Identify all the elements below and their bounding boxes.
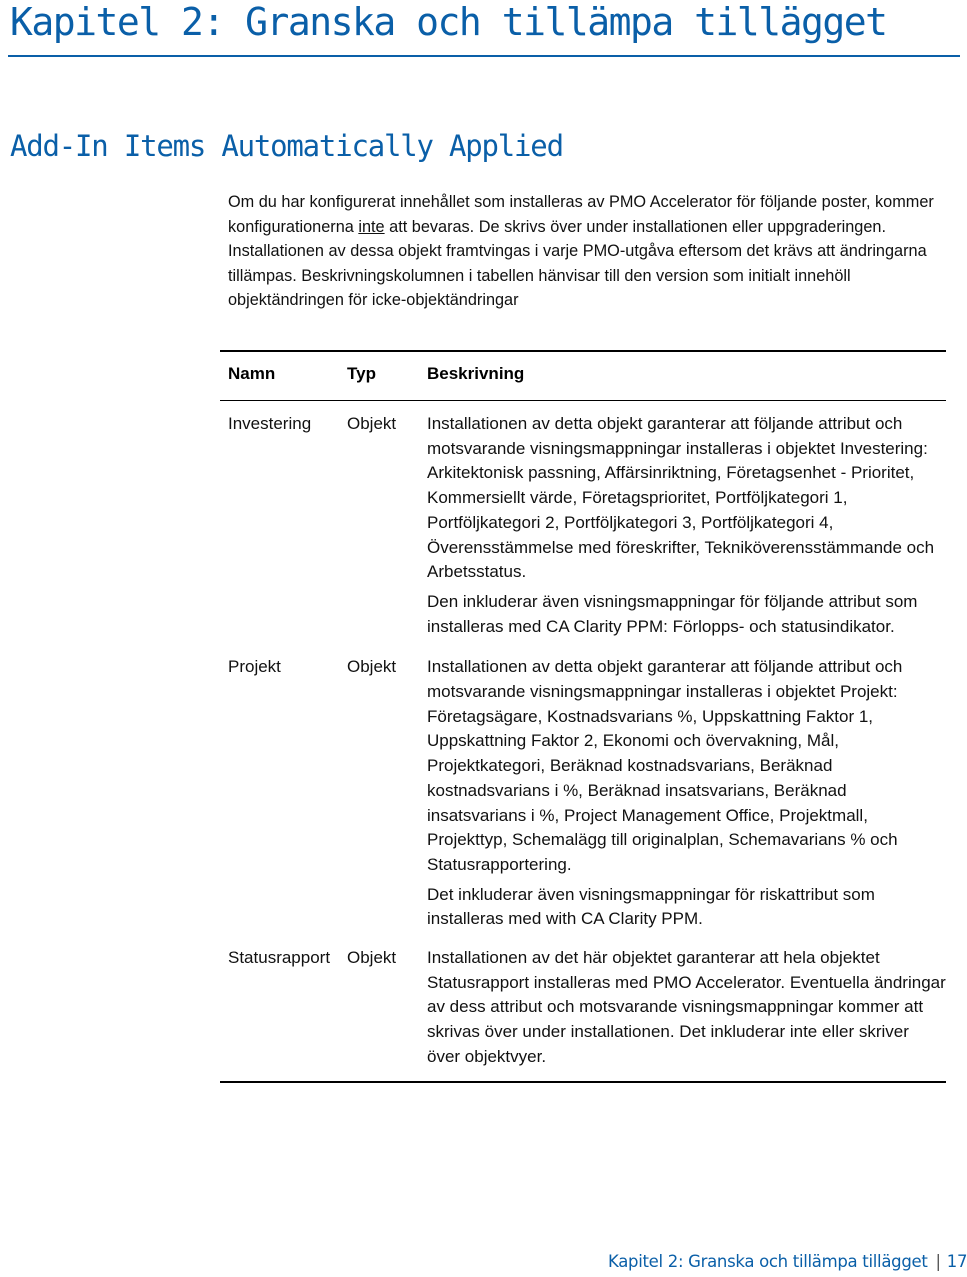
row-type: Objekt xyxy=(347,414,397,433)
intro-paragraph xyxy=(228,190,956,313)
page-footer xyxy=(608,1252,967,1271)
intro-text-1: Om du har konfigurerat innehållet som installeras av PMO Accelerator för följande poster, kommer konfigurationerna xyxy=(228,193,934,236)
add-in-items-table xyxy=(220,350,946,1083)
row-description-para: Installationen av detta objekt garanterar att följande attribut och motsvarande visningsmappningar installeras i objektet Projekt: Företagsägare, Kostnadsvarians %, Uppskattning Faktor 1, Uppskattning Faktor 2, Ekonomi och övervakning, Mål, Projektkategori, Beräknad kostnadsvarians, Beräknad kostnadsvarians i %, Beräknad insatsvarians, Beräknad insatsvarians i %, Project Management Office, Projektmall, Projekttyp, Schemalägg till originalplan, Schemavarians % och Statusrapportering. xyxy=(427,657,903,874)
footer-page-number: 17 xyxy=(946,1252,967,1271)
header-name: Namn xyxy=(228,364,276,383)
footer-chapter: Kapitel 2: Granska och tillämpa tillägget xyxy=(608,1252,928,1271)
footer-separator: | xyxy=(935,1252,941,1271)
table-header-row xyxy=(220,352,946,400)
row-description xyxy=(427,412,946,639)
row-description-para: Det inkluderar även visningsmappningar för riskattribut som installeras med with CA Clarity PPM. xyxy=(427,884,875,929)
row-type: Objekt xyxy=(347,657,397,677)
row-description-para: Den inkluderar även visningsmappningar för följande attribut som installeras med CA Clarity PPM: Förlopps- och statusindikator. xyxy=(427,591,918,636)
row-name: Investering xyxy=(228,414,312,433)
row-description xyxy=(427,655,946,932)
row-description xyxy=(427,946,946,1070)
row-name: Projekt xyxy=(228,657,281,677)
table-row xyxy=(220,639,946,932)
row-type: Objekt xyxy=(347,948,397,968)
table-row xyxy=(220,401,946,639)
header-type: Typ xyxy=(347,364,376,383)
table-row xyxy=(220,932,946,1081)
title-divider xyxy=(8,55,960,57)
header-description: Beskrivning xyxy=(427,364,525,383)
intro-text-2: att bevaras. De skrivs över under installationen eller uppgraderingen. Installationen av dessa objekt framtvingas i varje PMO-utgåva eftersom det krävs att ändringarna tillämpas. Beskrivningskolumnen i tabellen hänvisar till den version som initialt innehöll objektändringen för icke-objektändringar xyxy=(228,217,927,310)
row-description-para: Installationen av det här objektet garanterar att hela objektet Statusrapport installeras med PMO Accelerator. Eventuella ändringar av dess attribut och motsvarande visningsmappningar kommer att skrivas över under installationen. Det inkluderar inte eller skriver över objektvyer. xyxy=(427,948,946,1066)
table-bottom-rule xyxy=(220,1081,946,1083)
row-name: Statusrapport xyxy=(228,948,331,968)
intro-underlined-word: inte xyxy=(358,217,385,236)
row-description-para: Installationen av detta objekt garanterar att följande attribut och motsvarande visningsmappningar installeras i objektet Investering: Arkitektonisk passning, Affärsinriktning, Företagsenhet - Prioritet, Kommersiellt värde, Företagsprioritet, Portföljkategori 1, Portföljkategori 2, Portföljkategori 3, Portföljkategori 4, Överensstämmelse med föreskrifter, Tekniköverensstämmande och Arbetsstatus. xyxy=(427,414,935,582)
section-title: Add-In Items Automatically Applied xyxy=(10,129,563,163)
chapter-title: Kapitel 2: Granska och tillämpa tillägget xyxy=(10,0,887,44)
